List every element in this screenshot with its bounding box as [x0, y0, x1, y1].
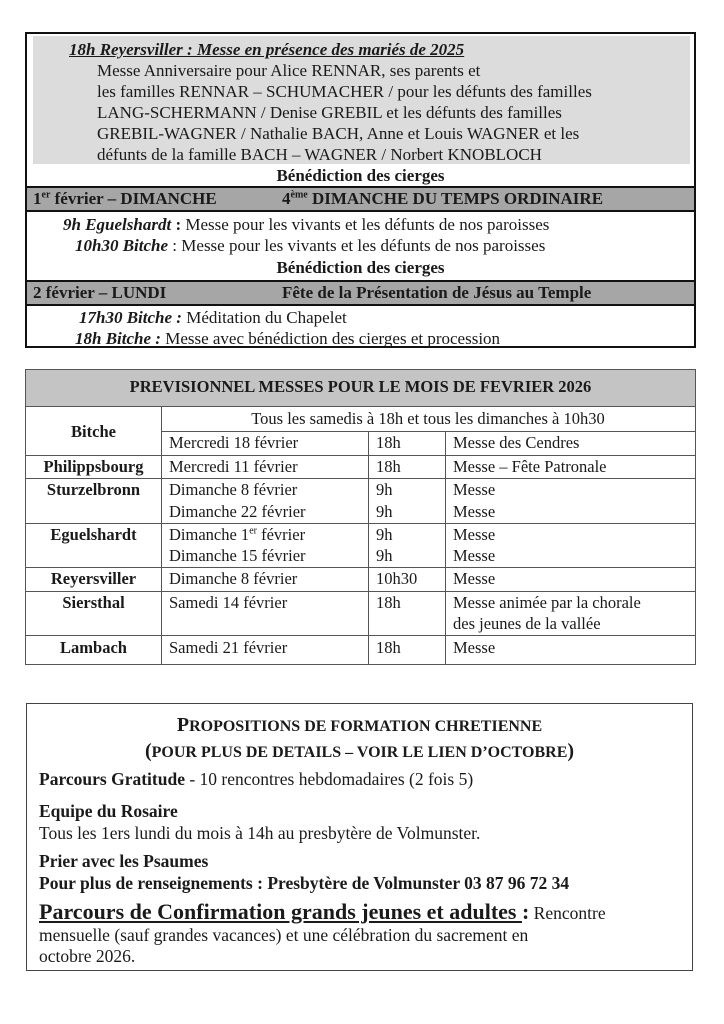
- entry-time: 9h: [376, 502, 393, 521]
- entry-time: 9h: [376, 525, 393, 544]
- title-text: ROPOSITIONS DE FORMATION CHRETIENNE: [189, 718, 543, 735]
- date-text: février: [256, 525, 306, 544]
- separator: :: [168, 236, 182, 255]
- reyersviller-mass-title: 18h Reyersviller : Messe en présence des mariés de 2025: [69, 40, 465, 59]
- psaumes-label: Prier avec les Psaumes: [39, 851, 209, 871]
- intention-line: LANG-SCHERMANN / Denise GREBIL et les défunts des familles: [97, 103, 562, 122]
- intention-line: les familles RENNAR – SCHUMACHER / pour les défunts des familles: [97, 82, 592, 101]
- entry-description: Messe: [453, 502, 496, 521]
- entry-time: 18h: [376, 638, 401, 657]
- entry-time: 9h: [376, 480, 393, 499]
- mass-time-place: 17h30 Bitche :: [79, 308, 182, 327]
- row-divider: [26, 635, 695, 636]
- paren-open: (: [144, 740, 152, 762]
- intention-line: Messe Anniversaire pour Alice RENNAR, ses parents et: [97, 61, 481, 80]
- mass-entry: [75, 235, 545, 256]
- colon: :: [521, 899, 530, 924]
- february-mass-table: [25, 369, 696, 665]
- intention-line: GREBIL-WAGNER / Nathalie BACH, Anne et Louis WAGNER et les: [97, 124, 580, 143]
- mass-time-place: 18h Bitche :: [75, 329, 161, 348]
- date-ordinal: er: [41, 189, 51, 201]
- place-philippsbourg: Philippsbourg: [43, 457, 144, 476]
- day-date: 2 février – LUNDI: [33, 283, 167, 302]
- rosaire-text: Tous les 1ers lundi du mois à 14h au presbytère de Volmunster.: [39, 823, 481, 843]
- column-divider: [161, 407, 162, 664]
- reyersviller-highlight-block: [33, 36, 690, 164]
- entry-description: Messe des Cendres: [453, 433, 580, 452]
- entry-time: 10h30: [376, 569, 418, 588]
- confirmation-text-line: mensuelle (sauf grandes vacances) et une célébration du sacrement en: [39, 925, 529, 945]
- column-divider: [445, 431, 446, 664]
- day-date: [33, 188, 217, 210]
- day-feast: Fête de la Présentation de Jésus au Temple: [282, 283, 592, 302]
- paren-close: ): [567, 740, 575, 762]
- entry-description: Messe: [453, 480, 496, 499]
- rosaire-label: Equipe du Rosaire: [39, 801, 178, 821]
- day-header-feb-2: [27, 280, 694, 306]
- mass-intention: Méditation du Chapelet: [181, 308, 347, 327]
- candle-blessing-note: Bénédiction des cierges: [276, 258, 445, 277]
- entry-time: 18h: [376, 457, 401, 476]
- mass-intention: Messe pour les vivants et les défunts de nos paroisses: [185, 215, 550, 234]
- date-text: février – DIMANCHE: [50, 189, 217, 208]
- entry-description: Messe: [453, 546, 496, 565]
- place-lambach: Lambach: [60, 638, 127, 657]
- date-number: 1: [33, 189, 42, 208]
- formation-title: [27, 712, 692, 740]
- feast-text: DIMANCHE DU TEMPS ORDINAIRE: [307, 189, 604, 208]
- day-header-feb-1: [27, 186, 694, 212]
- entry-date: Dimanche 15 février: [169, 546, 306, 565]
- formation-subtitle: [27, 738, 692, 766]
- entry-description: Messe animée par la chorale: [453, 593, 641, 612]
- entry-time: 18h: [376, 593, 401, 612]
- entry-description: Messe: [453, 525, 496, 544]
- christian-formation-box: [26, 703, 693, 971]
- confirmation-item: [39, 899, 606, 926]
- mass-time-place: 9h Eguelshardt: [63, 215, 172, 234]
- entry-date: Dimanche 22 février: [169, 502, 306, 521]
- confirmation-text-line: octobre 2026.: [39, 946, 136, 966]
- mass-intention: Messe pour les vivants et les défunts de nos paroisses: [181, 236, 546, 255]
- mass-entry: [75, 328, 500, 349]
- subtitle-text: POUR PLUS DE DETAILS – VOIR LE LIEN D’OCTOBRE: [151, 744, 568, 761]
- column-divider: [368, 431, 369, 664]
- entry-date: Dimanche 8 février: [169, 480, 298, 499]
- mass-intention: Messe avec bénédiction des cierges et procession: [160, 329, 501, 348]
- entry-date: Dimanche 8 février: [169, 569, 298, 588]
- entry-description: Messe: [453, 638, 496, 657]
- table-title: PREVISIONNEL MESSES POUR LE MOIS DE FEVRIER 2026: [26, 370, 695, 407]
- day-feast: [282, 188, 603, 210]
- entry-time: 9h: [376, 546, 393, 565]
- weekend-schedule-box: [25, 32, 696, 348]
- date-text: Dimanche 1: [169, 525, 250, 544]
- mass-entry: [79, 307, 347, 328]
- mass-time-place: 10h30 Bitche: [75, 236, 169, 255]
- intention-line: défunts de la famille BACH – WAGNER / Norbert KNOBLOCH: [97, 145, 542, 164]
- entry-description: Messe – Fête Patronale: [453, 457, 607, 476]
- feast-ordinal: ème: [290, 189, 308, 201]
- place-sturzelbronn: Sturzelbronn: [46, 480, 141, 499]
- title-initial: P: [176, 714, 190, 736]
- gratitude-item: [39, 768, 473, 790]
- bitche-general-schedule: Tous les samedis à 18h et tous les dimanches à 10h30: [251, 409, 605, 428]
- place-eguelshardt: Eguelshardt: [50, 525, 137, 544]
- place-reyersviller: Reyersviller: [50, 569, 137, 588]
- entry-date: Samedi 21 février: [169, 638, 288, 657]
- date-ordinal: er: [249, 525, 257, 537]
- gratitude-label: Parcours Gratitude: [39, 769, 185, 789]
- entry-date: Mercredi 11 février: [169, 457, 298, 476]
- confirmation-label: Parcours de Confirmation grands jeunes et adultes: [39, 899, 522, 924]
- entry-date: Samedi 14 février: [169, 593, 288, 612]
- place-bitche: Bitche: [71, 422, 116, 441]
- candle-blessing-note: Bénédiction des cierges: [276, 166, 445, 185]
- gratitude-text: - 10 rencontres hebdomadaires (2 fois 5): [184, 769, 474, 789]
- confirmation-text: Rencontre: [529, 903, 606, 923]
- entry-description-cont: des jeunes de la vallée: [453, 614, 601, 633]
- contact-info: Pour plus de renseignements : Presbytère de Volmunster 03 87 96 72 34: [39, 873, 570, 893]
- feast-number: 4: [282, 189, 291, 208]
- entry-date: Mercredi 18 février: [169, 433, 299, 452]
- entry-description: Messe: [453, 569, 496, 588]
- entry-time: 18h: [376, 433, 401, 452]
- mass-entry: [63, 214, 549, 235]
- entry-date: [169, 524, 305, 546]
- place-siersthal: Siersthal: [62, 593, 125, 612]
- separator: :: [171, 215, 186, 234]
